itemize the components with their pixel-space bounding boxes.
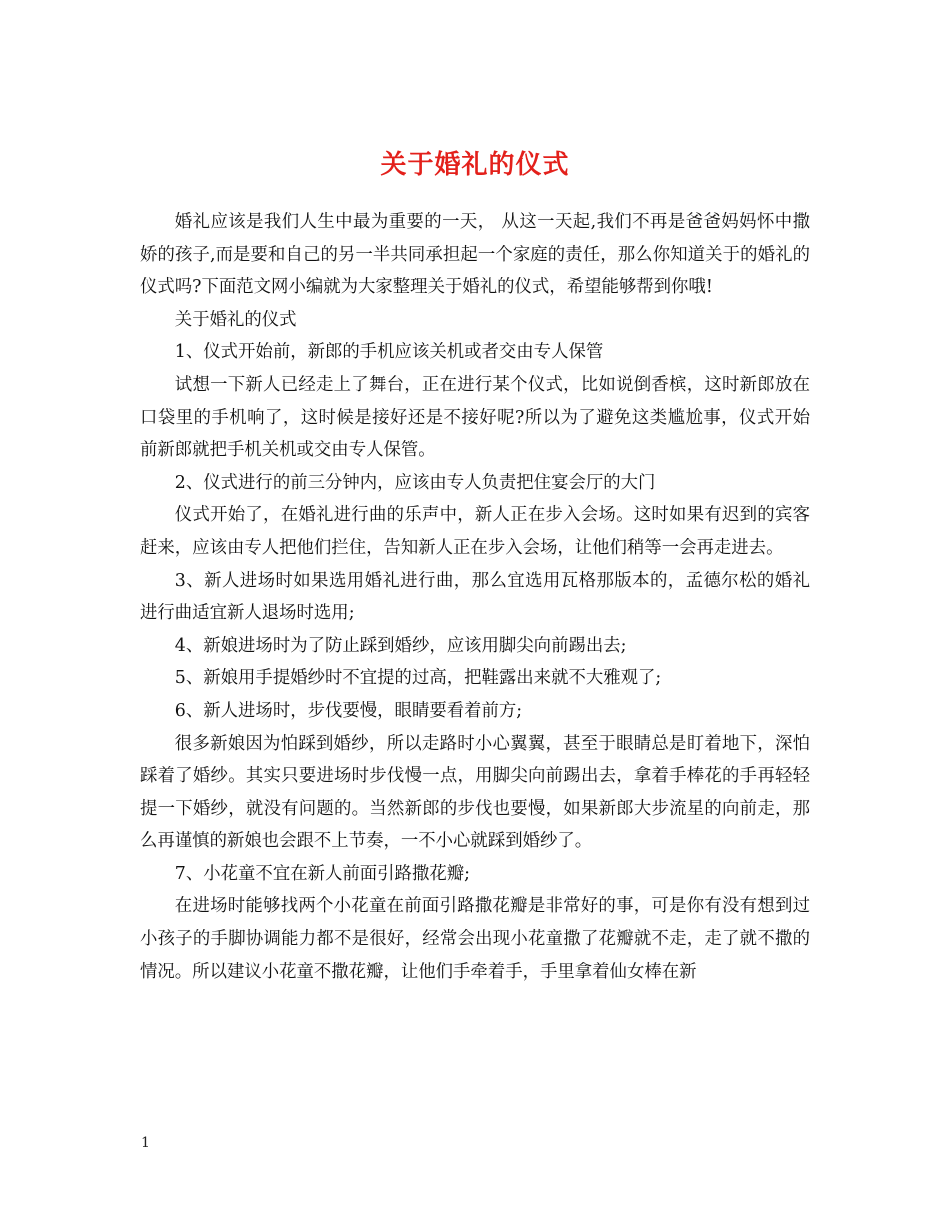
paragraph: 在进场时能够找两个小花童在前面引路撒花瓣是非常好的事，可是你有没有想到过小孩子的手脚协调能力都不是很好，经常会出现小花童撒了花瓣就不走，走了就不撒的情况。所以建议小花童不撒花瓣，让他们手牵着手，手里拿着仙女棒在新	[140, 896, 810, 982]
paragraph: 试想一下新人已经走上了舞台，正在进行某个仪式，比如说倒香槟，这时新郎放在口袋里的手机响了，这时候是接好还是不接好呢?所以为了避免这类尴尬事，仪式开始前新郎就把手机关机或交由专人保管。	[140, 374, 810, 461]
list-item: 3、新人进场时如果选用婚礼进行曲，那么宜选用瓦格那版本的，孟德尔松的婚礼进行曲适宜新人退场时选用;	[140, 570, 810, 624]
list-item: 1、仪式开始前，新郎的手机应该关机或者交由专人保管	[174, 342, 604, 363]
document-body	[140, 206, 810, 988]
page-number: 1	[141, 1135, 150, 1151]
paragraph: 仪式开始了，在婚礼进行曲的乐声中，新人正在步入会场。这时如果有迟到的宾客赶来，应该由专人把他们拦住，告知新人正在步入会场，让他们稍等一会再走进去。	[140, 505, 810, 558]
section-heading: 关于婚礼的仪式	[174, 309, 297, 330]
list-item: 6、新人进场时，步伐要慢，眼睛要看着前方;	[174, 700, 523, 721]
list-item: 5、新娘用手提婚纱时不宜提的过高，把鞋露出来就不大雅观了;	[174, 668, 662, 689]
list-item: 7、小花童不宜在新人前面引路撒花瓣;	[174, 863, 470, 884]
list-item: 4、新娘进场时为了防止踩到婚纱，应该用脚尖向前踢出去;	[174, 635, 627, 656]
paragraph: 很多新娘因为怕踩到婚纱，所以走路时小心翼翼，甚至于眼睛总是盯着地下，深怕踩着了婚纱。其实只要进场时步伐慢一点，用脚尖向前踢出去，拿着手棒花的手再轻轻提一下婚纱，就没有问题的。当然新郎的步伐也要慢，如果新郎大步流星的向前走，那么再谨慎的新娘也会跟不上节奏，一不小心就踩到婚纱了。	[140, 733, 810, 852]
list-item: 2、仪式进行的前三分钟内，应该由专人负责把住宴会厅的大门	[174, 472, 656, 493]
document-title: 关于婚礼的仪式	[380, 150, 570, 181]
paragraph-intro: 婚礼应该是我们人生中最为重要的一天， 从这一天起,我们不再是爸爸妈妈怀中撒娇的孩子,而是要和自己的另一半共同承担起一个家庭的责任，那么你知道关于的婚礼的仪式吗?下面范文网小编就为大家整理关于婚礼的仪式，希望能够帮到你哦!	[140, 212, 810, 298]
